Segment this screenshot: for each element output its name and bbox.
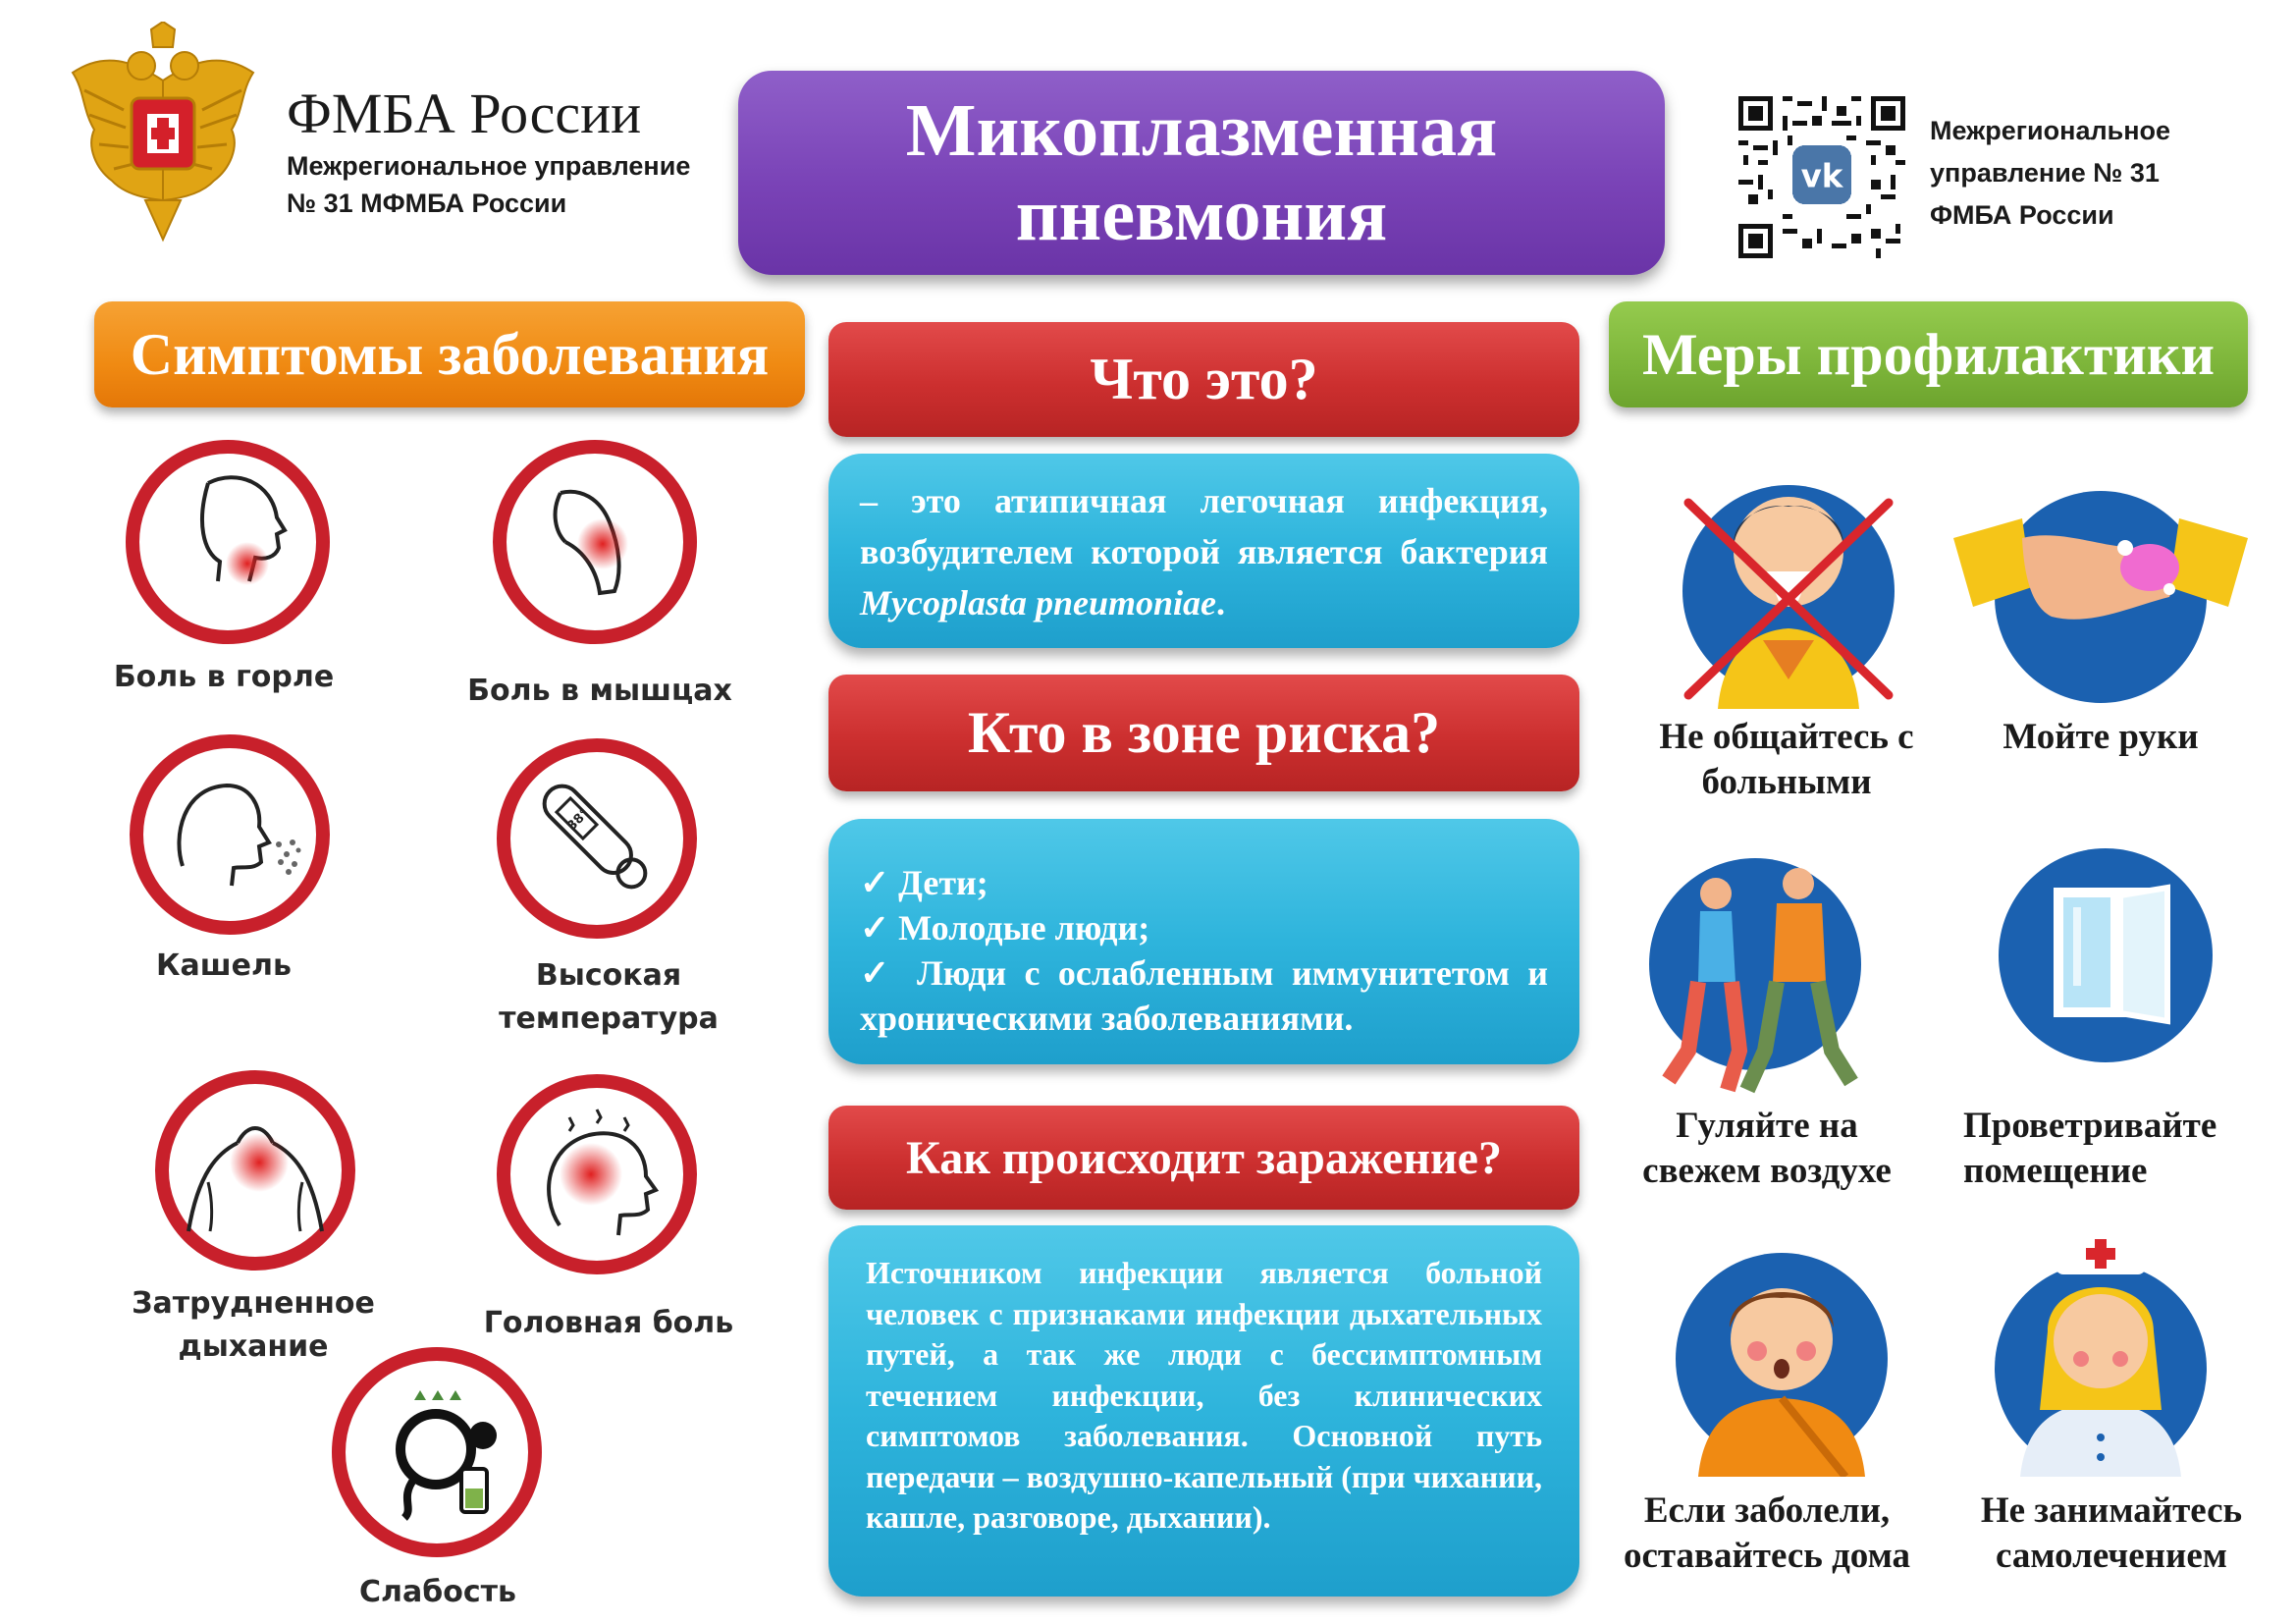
qr-caption-line2: управление № 31 [1930,158,2160,188]
hand-washing-icon [1953,479,2248,705]
symptom-label-fever-line2: температура [499,1001,719,1036]
org-subtitle [287,147,690,222]
symptom-label-breathing-line1: Затрудненное [132,1286,375,1321]
qr-caption-line1: Межрегиональное [1930,116,2171,145]
headache-icon [497,1074,697,1274]
org-subtitle-line2: № 31 МФМБА России [287,189,567,218]
qr-caption-line3: ФМБА России [1930,200,2114,230]
risk-group-heading: Кто в зоне риска? [828,675,1579,791]
risk-item: ✓ Дети; [860,863,988,902]
title-line1: Микоплазменная [905,89,1498,172]
symptom-label-breathing-line2: дыхание [178,1329,329,1364]
title-line2: пневмония [1015,174,1388,256]
emblem-logo [65,22,261,243]
qr-code[interactable] [1738,96,1905,258]
symptom-label-sore-throat: Боль в горле [113,660,335,694]
qr-caption [1930,110,2170,237]
prevention-label-avoid-line2: больными [1701,762,1872,802]
prevention-label-walk-line2: свежем воздухе [1642,1151,1892,1191]
prevention-label-walk-line1: Гуляйте на [1676,1106,1858,1146]
sick-person-home-icon [1669,1241,1895,1477]
chest-pain-icon [155,1070,355,1271]
definition-box [828,454,1579,648]
thermometer-icon [497,738,697,939]
prevention-label-avoid-line1: Не общайтесь с [1659,717,1914,757]
symptom-label-breathing [116,1282,391,1369]
definition-text: – это атипичная легочная инфекция, возбудителем которой является бактерия [860,481,1548,571]
risk-item: ✓ Люди с ослабленным иммунитетом и хроническими заболеваниями. [860,953,1548,1038]
sore-throat-icon [126,440,330,644]
prevention-label-self-medication-line2: самолечением [1996,1536,2227,1576]
svg-text:vk: vk [1800,157,1843,195]
what-is-it-heading: Что это? [828,322,1579,437]
transmission-box: Источником инфекции является больной человек с признаками инфекции дыхательных путей, а так же люди с бессимптомным течением инфекции, без клинических симптомов заболевания. Основной путь передачи – воздушно-капельный (при чихании, кашле, разговоре, дыхании). [828,1225,1579,1597]
risk-item: ✓ Молодые люди; [860,908,1150,947]
risk-group-box [828,819,1579,1064]
page-title [738,71,1665,275]
prevention-label-stay-home-line1: Если заболели, [1643,1490,1891,1531]
transmission-heading: Как происходит заражение? [828,1106,1579,1210]
weakness-icon [332,1347,542,1557]
pathogen-name: Mycoplasta pneumoniae [860,583,1217,623]
window-icon [1999,848,2213,1062]
org-name: ФМБА России [287,81,642,145]
prevention-label-stay-home-line2: оставайтесь дома [1623,1536,1911,1576]
symptom-label-muscle-pain: Боль в мышцах [467,674,732,708]
prevention-label-self-medication [1949,1489,2273,1579]
prevention-label-avoid [1629,715,1944,805]
symptom-label-weakness: Слабость [359,1575,516,1609]
prevention-label-walk [1610,1104,1924,1194]
symptom-label-cough: Кашель [156,948,292,983]
walking-people-icon [1629,854,1885,1102]
symptom-label-headache: Головная боль [483,1306,734,1340]
muscle-pain-icon [493,440,697,644]
prevention-label-ventilate-line2: помещение [1963,1151,2148,1191]
nurse-icon [1987,1223,2215,1481]
prevention-label-ventilate [1963,1104,2258,1194]
prevention-label-self-medication-line1: Не занимайтесь [1980,1490,2243,1531]
cough-icon [130,734,330,935]
symptoms-heading: Симптомы заболевания [94,301,805,407]
sick-person-crossed-icon [1669,454,1904,709]
definition-suffix: . [1216,583,1226,623]
org-subtitle-line1: Межрегиональное управление [287,151,691,181]
prevention-label-ventilate-line1: Проветривайте [1963,1106,2217,1146]
prevention-heading: Меры профилактики [1609,301,2248,407]
prevention-label-wash-hands: Мойте руки [2002,717,2199,757]
symptom-label-fever-line1: Высокая [535,958,682,993]
thermometer-reading: 38° [564,806,593,835]
prevention-label-stay-home [1610,1489,1924,1579]
symptom-label-fever [461,954,756,1041]
